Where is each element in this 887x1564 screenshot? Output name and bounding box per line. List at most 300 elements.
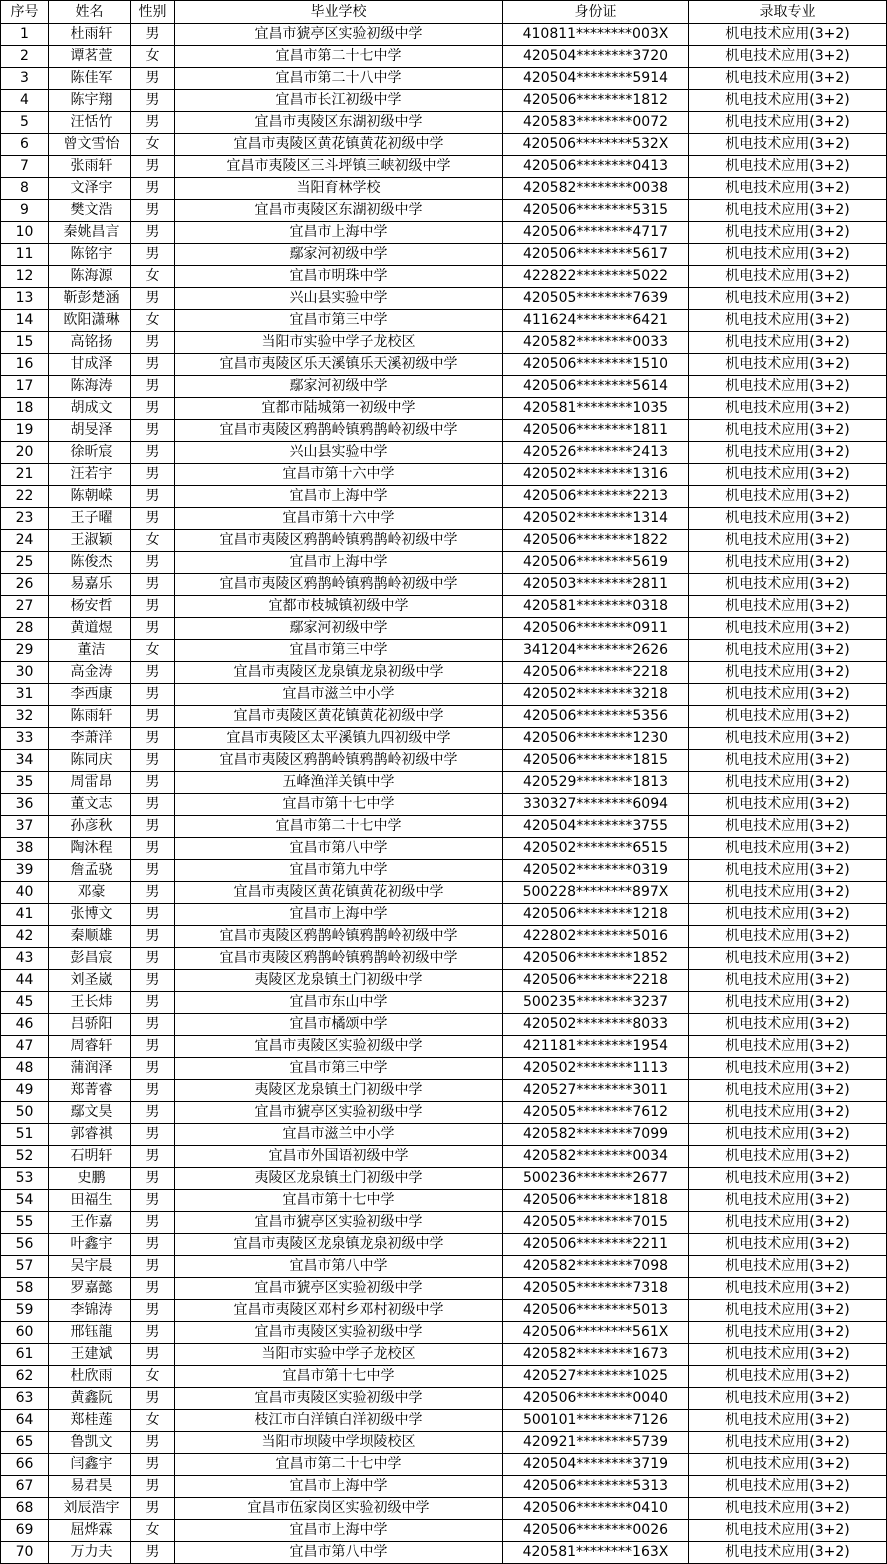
- cell-id-card: 420581********1035: [503, 398, 689, 420]
- cell-index: 29: [1, 640, 49, 662]
- cell-major: 机电技术应用(3+2): [689, 222, 887, 244]
- cell-school: 宜昌市橘颂中学: [175, 1014, 503, 1036]
- cell-id-card: 330327********6094: [503, 794, 689, 816]
- cell-school: 夷陵区龙泉镇土门初级中学: [175, 1168, 503, 1190]
- cell-gender: 男: [131, 376, 175, 398]
- cell-school: 当阳市坝陵中学坝陵校区: [175, 1432, 503, 1454]
- cell-id-card: 420502********1113: [503, 1058, 689, 1080]
- cell-id-card: 420503********2811: [503, 574, 689, 596]
- cell-major: 机电技术应用(3+2): [689, 1278, 887, 1300]
- header-school: 毕业学校: [175, 1, 503, 24]
- cell-name: 胡成文: [49, 398, 131, 420]
- cell-school: 宜昌市第二十七中学: [175, 816, 503, 838]
- cell-name: 孙彦秋: [49, 816, 131, 838]
- cell-school: 宜昌市夷陵区东湖初级中学: [175, 200, 503, 222]
- cell-name: 李锦涛: [49, 1300, 131, 1322]
- cell-name: 曾文雪怡: [49, 134, 131, 156]
- cell-id-card: 420582********7099: [503, 1124, 689, 1146]
- cell-id-card: 420505********7318: [503, 1278, 689, 1300]
- cell-id-card: 500228********897X: [503, 882, 689, 904]
- cell-major: 机电技术应用(3+2): [689, 772, 887, 794]
- table-row: [1, 1476, 887, 1498]
- cell-index: 68: [1, 1498, 49, 1520]
- cell-name: 鄢文昊: [49, 1102, 131, 1124]
- cell-gender: 女: [131, 640, 175, 662]
- cell-gender: 男: [131, 486, 175, 508]
- table-row: [1, 222, 887, 244]
- cell-gender: 女: [131, 266, 175, 288]
- cell-gender: 女: [131, 46, 175, 68]
- cell-index: 55: [1, 1212, 49, 1234]
- cell-gender: 男: [131, 332, 175, 354]
- cell-major: 机电技术应用(3+2): [689, 860, 887, 882]
- cell-major: 机电技术应用(3+2): [689, 68, 887, 90]
- cell-name: 陶沐程: [49, 838, 131, 860]
- cell-gender: 男: [131, 178, 175, 200]
- cell-school: 宜昌市夷陵区邓村乡邓村初级中学: [175, 1300, 503, 1322]
- table-row: [1, 816, 887, 838]
- cell-major: 机电技术应用(3+2): [689, 398, 887, 420]
- table-row: [1, 1102, 887, 1124]
- cell-gender: 男: [131, 706, 175, 728]
- cell-index: 63: [1, 1388, 49, 1410]
- cell-index: 19: [1, 420, 49, 442]
- cell-school: 宜昌市夷陵区鸦鹊岭镇鸦鹊岭初级中学: [175, 926, 503, 948]
- cell-major: 机电技术应用(3+2): [689, 882, 887, 904]
- table-row: [1, 1454, 887, 1476]
- table-row: [1, 1014, 887, 1036]
- cell-school: 宜昌市第三中学: [175, 310, 503, 332]
- cell-gender: 男: [131, 1278, 175, 1300]
- table-row: [1, 442, 887, 464]
- cell-id-card: 420506********5315: [503, 200, 689, 222]
- table-row: [1, 112, 887, 134]
- cell-gender: 男: [131, 354, 175, 376]
- cell-school: 宜昌市第八中学: [175, 1256, 503, 1278]
- cell-school: 宜昌市上海中学: [175, 552, 503, 574]
- cell-id-card: 420506********1815: [503, 750, 689, 772]
- table-row: [1, 508, 887, 530]
- cell-school: 宜昌市滋兰中小学: [175, 1124, 503, 1146]
- cell-name: 吴宇晨: [49, 1256, 131, 1278]
- table-row: [1, 904, 887, 926]
- cell-name: 谭茗萱: [49, 46, 131, 68]
- table-row: [1, 684, 887, 706]
- table-row: [1, 156, 887, 178]
- cell-major: 机电技术应用(3+2): [689, 904, 887, 926]
- table-row: [1, 838, 887, 860]
- cell-id-card: 500235********3237: [503, 992, 689, 1014]
- cell-id-card: 420506********1218: [503, 904, 689, 926]
- table-row: [1, 750, 887, 772]
- cell-name: 刘辰浩宇: [49, 1498, 131, 1520]
- cell-gender: 男: [131, 1256, 175, 1278]
- cell-major: 机电技术应用(3+2): [689, 1212, 887, 1234]
- cell-index: 53: [1, 1168, 49, 1190]
- cell-index: 8: [1, 178, 49, 200]
- cell-name: 詹孟骁: [49, 860, 131, 882]
- cell-index: 50: [1, 1102, 49, 1124]
- cell-id-card: 420506********1510: [503, 354, 689, 376]
- cell-index: 70: [1, 1542, 49, 1564]
- cell-name: 甘成泽: [49, 354, 131, 376]
- cell-major: 机电技术应用(3+2): [689, 574, 887, 596]
- cell-name: 杜雨轩: [49, 24, 131, 46]
- cell-name: 闫鑫宇: [49, 1454, 131, 1476]
- cell-school: 宜昌市猇亭区实验初级中学: [175, 1278, 503, 1300]
- cell-id-card: 420921********5739: [503, 1432, 689, 1454]
- cell-id-card: 420506********1852: [503, 948, 689, 970]
- table-row: [1, 1322, 887, 1344]
- cell-id-card: 421181********1954: [503, 1036, 689, 1058]
- cell-school: 宜昌市猇亭区实验初级中学: [175, 1212, 503, 1234]
- cell-index: 16: [1, 354, 49, 376]
- cell-school: 鄢家河初级中学: [175, 618, 503, 640]
- table-row: [1, 948, 887, 970]
- cell-index: 27: [1, 596, 49, 618]
- table-row: [1, 332, 887, 354]
- cell-id-card: 420582********7098: [503, 1256, 689, 1278]
- header-name: 姓名: [49, 1, 131, 24]
- cell-school: 宜昌市外国语初级中学: [175, 1146, 503, 1168]
- table-row: [1, 376, 887, 398]
- cell-name: 汪恬竹: [49, 112, 131, 134]
- cell-major: 机电技术应用(3+2): [689, 552, 887, 574]
- cell-school: 宜昌市第二十八中学: [175, 68, 503, 90]
- cell-id-card: 420506********0413: [503, 156, 689, 178]
- cell-id-card: 420502********8033: [503, 1014, 689, 1036]
- cell-name: 易嘉乐: [49, 574, 131, 596]
- cell-major: 机电技术应用(3+2): [689, 266, 887, 288]
- cell-index: 56: [1, 1234, 49, 1256]
- cell-index: 59: [1, 1300, 49, 1322]
- cell-id-card: 420506********5614: [503, 376, 689, 398]
- cell-index: 22: [1, 486, 49, 508]
- cell-name: 高金涛: [49, 662, 131, 684]
- table-row: [1, 68, 887, 90]
- cell-index: 26: [1, 574, 49, 596]
- cell-name: 邓豪: [49, 882, 131, 904]
- cell-name: 彭昌宸: [49, 948, 131, 970]
- cell-gender: 男: [131, 1388, 175, 1410]
- cell-id-card: 411624********6421: [503, 310, 689, 332]
- table-row: [1, 596, 887, 618]
- cell-index: 45: [1, 992, 49, 1014]
- cell-school: 宜昌市明珠中学: [175, 266, 503, 288]
- cell-name: 陈佳军: [49, 68, 131, 90]
- cell-school: 宜昌市夷陵区东湖初级中学: [175, 112, 503, 134]
- cell-index: 58: [1, 1278, 49, 1300]
- cell-major: 机电技术应用(3+2): [689, 1388, 887, 1410]
- cell-major: 机电技术应用(3+2): [689, 1366, 887, 1388]
- cell-gender: 男: [131, 1212, 175, 1234]
- cell-major: 机电技术应用(3+2): [689, 728, 887, 750]
- cell-school: 鄢家河初级中学: [175, 376, 503, 398]
- cell-name: 屈烨霖: [49, 1520, 131, 1542]
- cell-name: 邢钰龍: [49, 1322, 131, 1344]
- cell-id-card: 420504********3755: [503, 816, 689, 838]
- cell-id-card: 420529********1813: [503, 772, 689, 794]
- cell-index: 23: [1, 508, 49, 530]
- cell-name: 周雷昂: [49, 772, 131, 794]
- cell-gender: 男: [131, 1124, 175, 1146]
- cell-name: 杨安哲: [49, 596, 131, 618]
- cell-name: 周睿轩: [49, 1036, 131, 1058]
- cell-gender: 男: [131, 1058, 175, 1080]
- cell-gender: 男: [131, 508, 175, 530]
- cell-major: 机电技术应用(3+2): [689, 1476, 887, 1498]
- cell-major: 机电技术应用(3+2): [689, 200, 887, 222]
- cell-id-card: 420506********1822: [503, 530, 689, 552]
- cell-major: 机电技术应用(3+2): [689, 948, 887, 970]
- cell-index: 37: [1, 816, 49, 838]
- cell-school: 宜昌市夷陵区鸦鹊岭镇鸦鹊岭初级中学: [175, 574, 503, 596]
- cell-school: 宜昌市夷陵区鸦鹊岭镇鸦鹊岭初级中学: [175, 948, 503, 970]
- table-row: [1, 46, 887, 68]
- cell-name: 秦姚昌言: [49, 222, 131, 244]
- cell-id-card: 422822********5022: [503, 266, 689, 288]
- cell-index: 13: [1, 288, 49, 310]
- cell-major: 机电技术应用(3+2): [689, 244, 887, 266]
- cell-gender: 男: [131, 750, 175, 772]
- table-row: [1, 926, 887, 948]
- cell-index: 67: [1, 1476, 49, 1498]
- cell-major: 机电技术应用(3+2): [689, 1014, 887, 1036]
- cell-id-card: 420502********6515: [503, 838, 689, 860]
- cell-index: 25: [1, 552, 49, 574]
- cell-index: 10: [1, 222, 49, 244]
- cell-index: 52: [1, 1146, 49, 1168]
- cell-school: 当阳市实验中学子龙校区: [175, 1344, 503, 1366]
- table-row: [1, 398, 887, 420]
- cell-gender: 女: [131, 1520, 175, 1542]
- cell-id-card: 420506********0410: [503, 1498, 689, 1520]
- cell-major: 机电技术应用(3+2): [689, 684, 887, 706]
- cell-major: 机电技术应用(3+2): [689, 1036, 887, 1058]
- cell-school: 枝江市白洋镇白洋初级中学: [175, 1410, 503, 1432]
- cell-index: 20: [1, 442, 49, 464]
- table-row: [1, 1124, 887, 1146]
- table-row: [1, 90, 887, 112]
- cell-gender: 男: [131, 1102, 175, 1124]
- cell-name: 陈宇翔: [49, 90, 131, 112]
- table-body: [1, 24, 887, 1564]
- cell-major: 机电技术应用(3+2): [689, 640, 887, 662]
- cell-gender: 男: [131, 838, 175, 860]
- cell-index: 32: [1, 706, 49, 728]
- cell-name: 刘圣崴: [49, 970, 131, 992]
- cell-school: 夷陵区龙泉镇土门初级中学: [175, 970, 503, 992]
- cell-id-card: 420502********0319: [503, 860, 689, 882]
- cell-major: 机电技术应用(3+2): [689, 24, 887, 46]
- table-row: [1, 178, 887, 200]
- cell-gender: 男: [131, 1300, 175, 1322]
- cell-name: 郑桂莲: [49, 1410, 131, 1432]
- cell-major: 机电技术应用(3+2): [689, 618, 887, 640]
- cell-school: 兴山县实验中学: [175, 288, 503, 310]
- cell-school: 鄢家河初级中学: [175, 244, 503, 266]
- cell-major: 机电技术应用(3+2): [689, 376, 887, 398]
- cell-name: 王建斌: [49, 1344, 131, 1366]
- cell-school: 宜昌市夷陵区黄花镇黄花初级中学: [175, 882, 503, 904]
- cell-school: 宜昌市上海中学: [175, 1476, 503, 1498]
- cell-gender: 男: [131, 1146, 175, 1168]
- cell-id-card: 420581********163X: [503, 1542, 689, 1564]
- header-gender: 性别: [131, 1, 175, 24]
- cell-gender: 男: [131, 904, 175, 926]
- cell-gender: 男: [131, 464, 175, 486]
- cell-school: 宜昌市猇亭区实验初级中学: [175, 1102, 503, 1124]
- cell-major: 机电技术应用(3+2): [689, 596, 887, 618]
- cell-gender: 男: [131, 222, 175, 244]
- cell-id-card: 420506********1818: [503, 1190, 689, 1212]
- cell-id-card: 420582********0038: [503, 178, 689, 200]
- cell-gender: 男: [131, 662, 175, 684]
- cell-gender: 男: [131, 1498, 175, 1520]
- cell-name: 陈铭宇: [49, 244, 131, 266]
- table-row: [1, 530, 887, 552]
- cell-name: 秦顺雄: [49, 926, 131, 948]
- table-row: [1, 640, 887, 662]
- table-row: [1, 728, 887, 750]
- cell-school: 宜昌市猇亭区实验初级中学: [175, 24, 503, 46]
- cell-index: 38: [1, 838, 49, 860]
- cell-school: 宜昌市第十六中学: [175, 508, 503, 530]
- cell-id-card: 420582********0034: [503, 1146, 689, 1168]
- cell-gender: 男: [131, 684, 175, 706]
- cell-index: 1: [1, 24, 49, 46]
- cell-school: 兴山县实验中学: [175, 442, 503, 464]
- cell-gender: 男: [131, 68, 175, 90]
- cell-major: 机电技术应用(3+2): [689, 156, 887, 178]
- cell-index: 48: [1, 1058, 49, 1080]
- table-row: [1, 1080, 887, 1102]
- table-row: [1, 134, 887, 156]
- table-row: [1, 288, 887, 310]
- cell-name: 黄鑫阮: [49, 1388, 131, 1410]
- cell-index: 12: [1, 266, 49, 288]
- cell-index: 2: [1, 46, 49, 68]
- table-row: [1, 794, 887, 816]
- cell-name: 鲁凯文: [49, 1432, 131, 1454]
- cell-name: 李萧洋: [49, 728, 131, 750]
- cell-gender: 男: [131, 618, 175, 640]
- cell-major: 机电技术应用(3+2): [689, 1124, 887, 1146]
- cell-id-card: 420506********0026: [503, 1520, 689, 1542]
- cell-school: 宜昌市夷陵区龙泉镇龙泉初级中学: [175, 662, 503, 684]
- cell-major: 机电技术应用(3+2): [689, 1410, 887, 1432]
- table-row: [1, 24, 887, 46]
- cell-school: 宜昌市夷陵区黄花镇黄花初级中学: [175, 706, 503, 728]
- cell-major: 机电技术应用(3+2): [689, 1168, 887, 1190]
- cell-school: 宜昌市伍家岗区实验初级中学: [175, 1498, 503, 1520]
- table-row: [1, 860, 887, 882]
- cell-major: 机电技术应用(3+2): [689, 750, 887, 772]
- cell-gender: 男: [131, 112, 175, 134]
- cell-name: 陈雨轩: [49, 706, 131, 728]
- cell-gender: 男: [131, 398, 175, 420]
- cell-gender: 男: [131, 1036, 175, 1058]
- cell-gender: 男: [131, 244, 175, 266]
- cell-major: 机电技术应用(3+2): [689, 662, 887, 684]
- cell-index: 14: [1, 310, 49, 332]
- cell-gender: 男: [131, 1476, 175, 1498]
- cell-school: 宜昌市第三中学: [175, 640, 503, 662]
- cell-major: 机电技术应用(3+2): [689, 332, 887, 354]
- cell-name: 叶鑫宇: [49, 1234, 131, 1256]
- cell-name: 吕骄阳: [49, 1014, 131, 1036]
- cell-school: 宜昌市东山中学: [175, 992, 503, 1014]
- cell-index: 31: [1, 684, 49, 706]
- cell-major: 机电技术应用(3+2): [689, 1520, 887, 1542]
- cell-name: 罗嘉懿: [49, 1278, 131, 1300]
- cell-name: 董文志: [49, 794, 131, 816]
- cell-gender: 男: [131, 1080, 175, 1102]
- cell-name: 郭睿祺: [49, 1124, 131, 1146]
- table-row: [1, 1300, 887, 1322]
- cell-school: 宜昌市上海中学: [175, 904, 503, 926]
- cell-school: 宜昌市第八中学: [175, 838, 503, 860]
- cell-major: 机电技术应用(3+2): [689, 1454, 887, 1476]
- cell-name: 易君昊: [49, 1476, 131, 1498]
- cell-index: 41: [1, 904, 49, 926]
- header-index: 序号: [1, 1, 49, 24]
- cell-name: 王子曜: [49, 508, 131, 530]
- table-row: [1, 1168, 887, 1190]
- cell-index: 5: [1, 112, 49, 134]
- cell-id-card: 420505********7639: [503, 288, 689, 310]
- cell-gender: 男: [131, 288, 175, 310]
- cell-school: 宜昌市第十七中学: [175, 794, 503, 816]
- table-row: [1, 574, 887, 596]
- cell-major: 机电技术应用(3+2): [689, 486, 887, 508]
- cell-gender: 男: [131, 948, 175, 970]
- table-row: [1, 354, 887, 376]
- cell-major: 机电技术应用(3+2): [689, 838, 887, 860]
- cell-name: 王长炜: [49, 992, 131, 1014]
- cell-id-card: 420504********3720: [503, 46, 689, 68]
- table-row: [1, 882, 887, 904]
- cell-school: 宜昌市夷陵区鸦鹊岭镇鸦鹊岭初级中学: [175, 420, 503, 442]
- table-row: [1, 310, 887, 332]
- cell-school: 宜昌市上海中学: [175, 222, 503, 244]
- cell-school: 宜昌市夷陵区三斗坪镇三峡初级中学: [175, 156, 503, 178]
- table-row: [1, 464, 887, 486]
- cell-gender: 男: [131, 442, 175, 464]
- table-row: [1, 1278, 887, 1300]
- table-row: [1, 1234, 887, 1256]
- cell-major: 机电技术应用(3+2): [689, 420, 887, 442]
- cell-id-card: 420506********0040: [503, 1388, 689, 1410]
- cell-major: 机电技术应用(3+2): [689, 90, 887, 112]
- cell-gender: 男: [131, 1432, 175, 1454]
- cell-gender: 女: [131, 530, 175, 552]
- cell-major: 机电技术应用(3+2): [689, 508, 887, 530]
- cell-school: 宜都市枝城镇初级中学: [175, 596, 503, 618]
- cell-id-card: 341204********2626: [503, 640, 689, 662]
- cell-gender: 男: [131, 1014, 175, 1036]
- cell-id-card: 500236********2677: [503, 1168, 689, 1190]
- cell-id-card: 420504********5914: [503, 68, 689, 90]
- table-row: [1, 970, 887, 992]
- cell-gender: 男: [131, 1190, 175, 1212]
- cell-id-card: 420506********1812: [503, 90, 689, 112]
- cell-id-card: 420502********1316: [503, 464, 689, 486]
- cell-school: 宜昌市夷陵区鸦鹊岭镇鸦鹊岭初级中学: [175, 530, 503, 552]
- cell-name: 王淑颖: [49, 530, 131, 552]
- cell-name: 王作嘉: [49, 1212, 131, 1234]
- cell-name: 文泽宇: [49, 178, 131, 200]
